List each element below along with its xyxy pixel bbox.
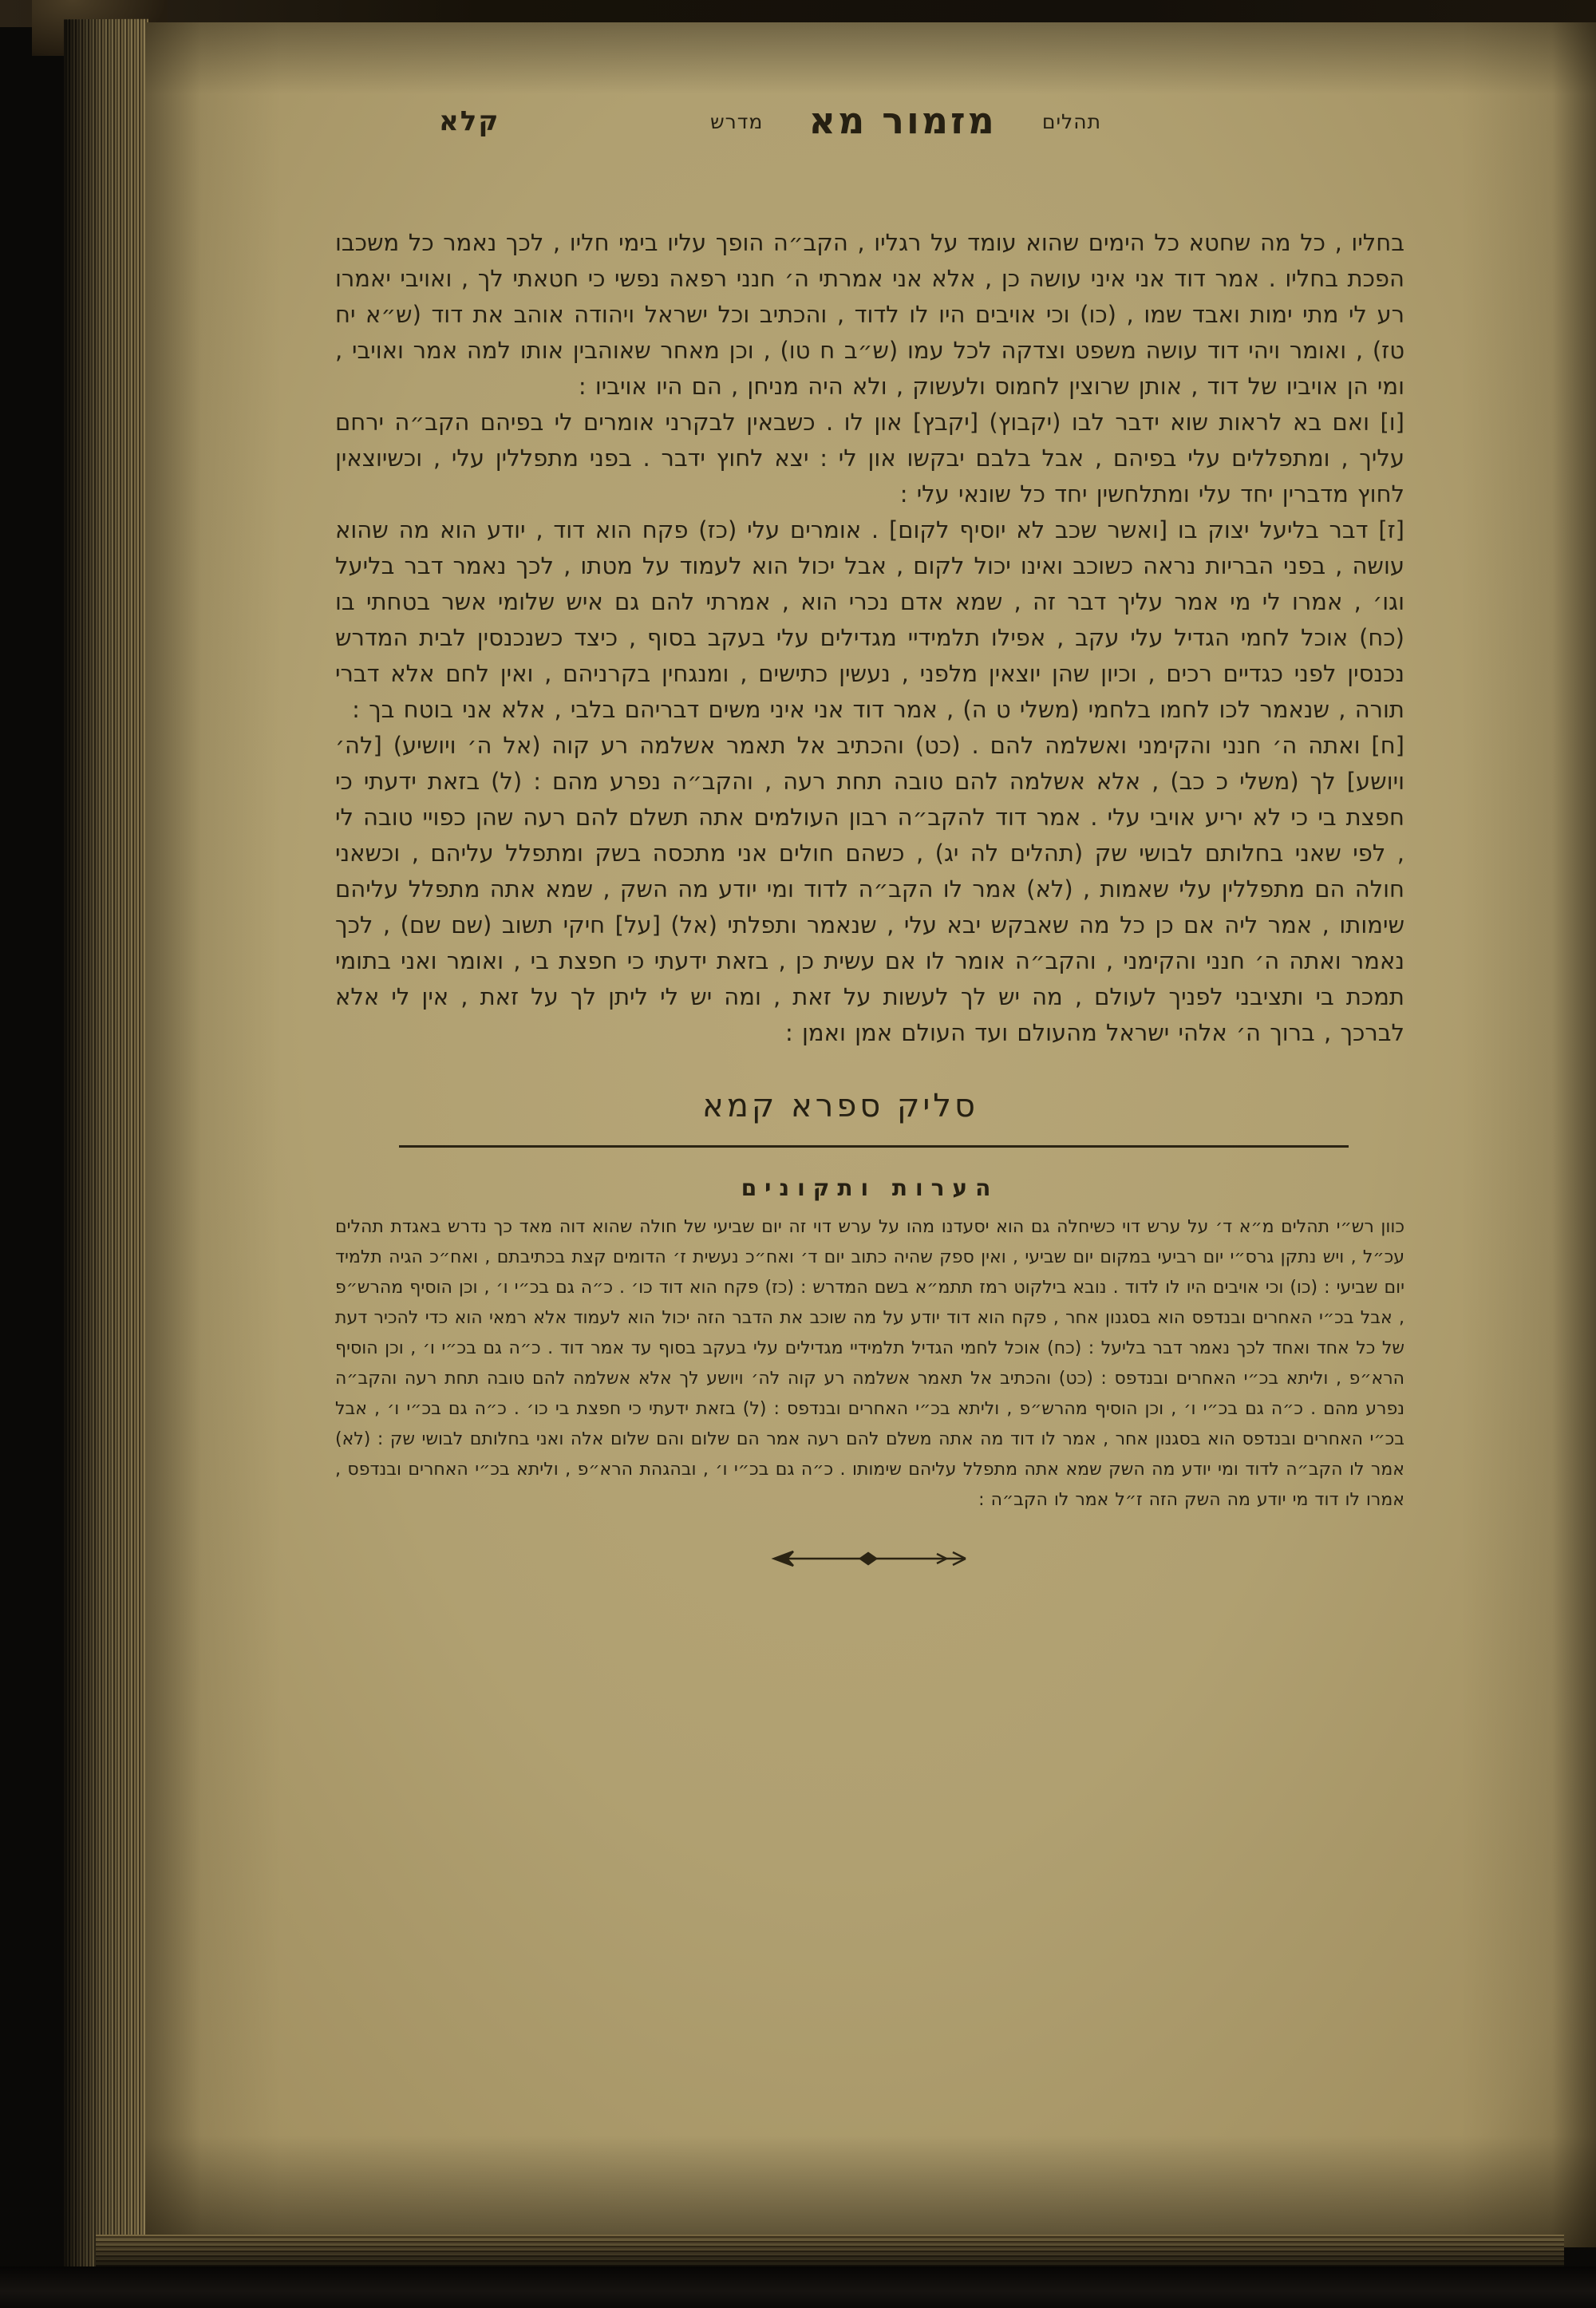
- page-edges-left: [64, 19, 148, 2267]
- text-paragraph: [ו] ואם בא לראות שוא ידבר לבו (יקבוץ) [יקבץ] און לו . כשבאין לבקרני אומרים לי בפיהם הקב״ה ירחם עליך , ומתפללים עלי בפיהם , אבל בלבם יבקשו און לי : יצא לחוץ ידבר . בפני מתפללין עלי , וכשיוצאין לחוץ מדברין יחד עלי ומתלחשין יחד כל שונאי עלי :: [335, 409, 1404, 508]
- text-paragraph: [ח] ואתה ה׳ חנני והקימני ואשלמה להם . (כט) והכתיב אל תאמר אשלמה רע קוה (אל ה׳ ויושיע) [לה׳ ויושע] לך (משלי כ כב) , אלא אשלמה להם טובה תחת רעה , והקב״ה נפרע מהם : (ל) בזאת ידעתי כי חפצת בי כי לא יריע אויבי עלי . אמר דוד להקב״ה רבון העולמים אתה תשלם להם רעה שהן כפויי טובה לי , לפי שאני בחלותם לבושי שק (תהלים לה יג) , כשהם חולים אני מתכסה בשק ומתפלל עליהם , וכשאני חולה הם מתפללין עלי שאמות , (לא) אמר לו הקב״ה לדוד ומי יודע מה השק , שמא אתה מתפלל עליהם שימותו , אמר ליה אם כן כל מה שאבקש יבא עלי , שנאמר ותפלתי (אל) [על] חיקי תשוב (שם שם) , לכך נאמר ואתה ה׳ חנני והקימני , והקב״ה אומר לו אם עשית כן , בזאת ידעתי כי חפצת בי , ואומר ואני בתומי תמכת בי ותציבני לפניך לעולם , מה יש לך לעשות על זאת , ומה יש לי ליתן לך על זאת , אין לי אלא לברכך , ברוך ה׳ אלהי ישראל מהעולם ועד העולם אמן ואמן :: [335, 732, 1404, 1046]
- book-page: [145, 22, 1596, 2247]
- text-paragraph: [ז] דבר בליעל יצוק בו [ואשר שכב לא יוסיף לקום] . אומרים עלי (כז) פקח הוא דוד , יודע הוא מה שהוא עושה , בפני הבריות נראה כשוכב ואינו יכול לקום , אבל יכול הוא לעמוד על מטתו , לכך נאמר דבר בליעל וגו׳ , אמרו לי מי אמר עליך דבר זה , שמא אדם נכרי הוא , אמרתי להם גם איש שלומי אשר בטחתי בו (כח) אוכל לחמי הגדיל עלי עקב , אפילו תלמידיי מגדילים עלי בעקב בסוף , כיצד כשנכנסין לבית המדרש נכנסין לפני כגדיים רכים , וכיון שהן יוצאין מלפני , נעשין כתישים , ומנגחין בקרניהם , ואין לחם אלא דברי תורה , שנאמר לכו לחמו בלחמי (משלי ט ה) , אמר דוד אני איני משים דבריהם בלבי , אלא אני בוטח בך :: [335, 516, 1404, 723]
- running-head-right: תהלים: [1041, 110, 1102, 133]
- folio-number: קלא: [439, 105, 500, 137]
- page-edges-bottom: [96, 2235, 1564, 2268]
- ornament-divider: [335, 1546, 1404, 1575]
- running-head: [371, 99, 1440, 152]
- arrow-ornament-icon: [766, 1546, 974, 1571]
- text-paragraph: בחליו , כל מה שחטא כל הימים שהוא עומד על רגליו , הקב״ה הופך עליו בימי חליו , לכך נאמר כל משכבו הפכת בחליו . אמר דוד אני איני עושה כן , אלא אני אמרתי ה׳ חנני רפאה נפשי כי חטאתי לך , ואויבי יאמרו רע לי מתי ימות ואבד שמו , (כו) וכי אויבים היו לו לדוד , והכתיב וכל ישראל ויהודה אוהב את דוד (ש״א יח טז) , ואומר ויהי דוד עושה משפט וצדקה לכל עמו (ש״ב ח טו) , וכן מאחר שאוהבין אותו למה אמר ואויבי , ומי הן אויביו של דוד , אותן שרוצין לחמוס ולעשוק , ולא היה מניחן , הם היו אויביו :: [335, 229, 1404, 400]
- page-text-area: [335, 99, 1404, 1575]
- colophon: סליק ספרא קמא: [702, 1088, 978, 1124]
- notes-heading: הערות ותקונים: [741, 1175, 999, 1201]
- notes-text: כוון רש״י תהלים מ״א ד׳ על ערש דוי כשיחלה גם הוא יסעדנו מהו על ערש דוי זה יום שביעי של חולה שהוא דוה מאד כך נדרש באגדת תהלים עכ״ל , ויש נתקן גרס״י יום רביעי במקום יום שביעי , ואין ספק שהיה כתוב יום ד׳ ואח״כ נעשית ז׳ הדומים קצת בכתיבתם , ואח״כ הגיה תלמיד יום שביעי : (כו) וכי אויבים היו לו לדוד . נובא בילקוט רמז תתמ״א בשם המדרש : (כז) פקח הוא דוד כו׳ . כ״ה גם בכ״י ו׳ , וכן הוסיף מהרש״פ , אבל בכ״י האחרים ובנדפס הוא בסגנון אחר , פקח הוא דוד יודע על מה שוכב את הדבר הזה יכול הוא לעמוד אלא רמאי הוא כדי להכיר דעת של כל אחד ואחד לכך נאמר דבר בליעל : (כח) אוכל לחמי הגדיל תלמידיי מגדילים עלי בעקב בסוף עד אמר דוד . כ״ה גם בכ״י ו׳ , וכן הוסיף הרא״פ , וליתא בכ״י האחרים ובנדפס : (כט) והכתיב אל תאמר אשלמה רע קוה לה׳ ויושע לך אלא אשלמה להם טובה תחת רעה והקב״ה נפרע מהם . כ״ה גם בכ״י ו׳ , וכן הוסיף מהרש״פ , וליתא בכ״י האחרים ובנדפס : (ל) בזאת ידעתי כי חפצת בי כו׳ . כ״ה גם בכ״י ו׳ , אבל בכ״י האחרים ובנדפס הוא בסגנון אחר , אמר לו דוד מה אתה משלם להם רעה אמר הם שלום והם שלום אלה ואני בחלותם לבושי שק : (לא) אמר לו הקב״ה לדוד ומי יודע מה השק שמא אתה מתפלל עליהם שימותו . כ״ה גם בכ״י ו׳ , ובהגהת הרא״פ , וליתא בכ״י האחרים ובנדפס , אמרו לו דוד מי יודע מה השק הזה ז״ל אמר לו הקב״ה :: [335, 1217, 1404, 1510]
- main-text: [335, 225, 1404, 1051]
- section-rule: [399, 1145, 1349, 1148]
- running-head-left: מדרש: [709, 110, 764, 133]
- scan-background-bottom: [0, 2267, 1596, 2308]
- running-head-title: מזמור מא: [808, 99, 997, 142]
